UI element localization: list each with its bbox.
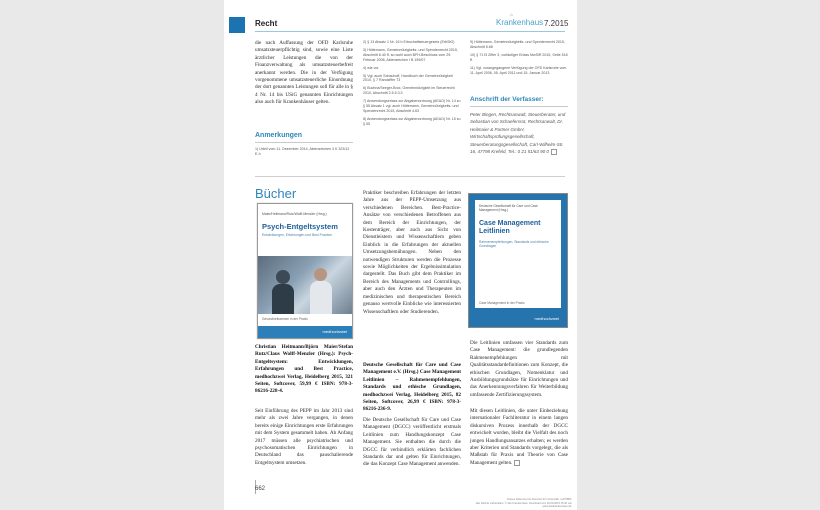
book2-cover-series: Case Management in der Praxis — [479, 301, 525, 305]
book1-description: Seit Einführung des PEPP im Jahr 2013 sind mehr als zwei Jahre vergangen, in denen bereits einige Einrichtungen erste Erfahrungen mit dem System gesammelt haben. Ab Anfang 2017 müssen alle psychiatrischen und psychosomatischen Einrichtungen in Deutschland das pauschalierende Entgeltsystem umsetzen. — [255, 408, 353, 466]
license-line: Alle Rechte vorbehalten. © das Krankenhaus. Download vom 20.09.2015 15:30 von www.daskrankenhaus.de. — [475, 501, 572, 509]
header-rule — [255, 31, 565, 32]
journal-logo — [496, 13, 543, 27]
book2-description-final — [470, 408, 568, 467]
book2-citation: Deutsche Gesellschaft für Care und Case Management e.V. (Hrsg.) Case Management Leitlinien – Rahmenempfehlungen, Standards und ethische Grundlagen, medhochzwei Verlag, Heidelberg 2015, 82 Seiten, Softcover, 26,99 € ISBN: 978-3-86216-236-9. — [363, 362, 461, 413]
license-line: Dieses Dokument ist lizenziert für Universität, mA75882. — [507, 498, 572, 501]
footnote-item: 2) § 13 Absatz 1 Nr. 16 b Erbschaftsteuergesetz (ErbStG) — [363, 40, 455, 44]
continuation-paragraph: die nach Auffassung der OFD Karlsruhe umsatzsteuerpflichtig sind, sowie eine Liste ärztlicher Leistungen die von der Finanzverwaltung als umsatzsteuerbefreit anerkannt werden. Die in der Verfügung vorgenommene umsatzsteuerliche Einordnung der dort genannten Leistungen soll für alle in § 4 Nr. 14 bis USiG genannten Einrichtungen also auch für Krankenhäuser gelten. — [255, 40, 353, 106]
issue-number: 7.2015 — [544, 19, 569, 28]
logo-roof-icon: ⌂ — [510, 12, 514, 18]
end-of-article-icon — [551, 149, 557, 155]
book2-cover-panel — [475, 200, 561, 308]
article-divider — [255, 176, 565, 177]
book1-cover-authors: Maier/Heilmann/Rutz/Wolff-Menzler (Hrsg.) — [262, 212, 327, 216]
section-title: Recht — [255, 19, 278, 28]
book2-cover-subtitle: Rahmenempfehlungen, Standards und ethische Grundlagen — [479, 240, 549, 249]
book1-cover — [257, 203, 353, 339]
book1-cover-title: Psych-Entgeltsystem — [262, 222, 338, 231]
footnote-item: 10) § 71 f3 Ziffer 3, vorläufiger Erlass MwSiR 2015, Seite 518 ff. — [470, 52, 568, 62]
book2-cover — [468, 193, 568, 328]
book1-citation: Christian Heitmann/Björn Maier/Stefan Rutz/Claus Wolff-Menzler (Hrsg.): Psych-Entgeltsystem: Entwicklungen, Erfahrungen und Best Practice, medhochzwei Verlag, Heidelberg 2015, 321 Seiten, Softcover, 59,99 € ISBN: 978-3-86216-228-4. — [255, 344, 353, 395]
book2-description-continued: Die Leitlinien umfassen vier Standards zum Case Management: die grundlegenden Rahmenempfehlungen mit Qualitätsstandardefinitionen zum Konzept, die ethischen Grundlagen, Nomenklatur und Ausbildungsgrundsätze für Einrichtungen und das Anerkennungsverfahren für Weiterbildung umfassende Zertifizierungssystem. — [470, 340, 568, 398]
publisher-logo: medhochzwei — [322, 329, 347, 334]
logo-text: Krankenhaus — [496, 18, 544, 27]
publisher-logo: medhochzwei — [534, 316, 559, 321]
page-number: 662 — [255, 486, 266, 492]
books-heading: Bücher — [255, 186, 297, 201]
person-silhouette-icon — [276, 270, 290, 284]
book1-cover-series: Gesundheitswesen in der Praxis — [262, 317, 308, 321]
footnote-item: 6) Buchna/Seeger-Brox, Gemeinnützigkeit im Steuerrecht 2010, Abschnitt 2.5.5.3.3 — [363, 86, 455, 96]
anmerkungen-rule — [255, 142, 353, 143]
verfasser-text — [470, 111, 568, 155]
footnote-1: 1) Urteil vom 11. Dezember 2014, Aktenzeichen 3 K 323/12 E-h — [255, 147, 350, 156]
anmerkungen-heading: Anmerkungen — [255, 132, 303, 139]
end-of-article-icon — [514, 460, 520, 466]
footnote-item: 3) Hüttemann, Gemeinnützigkeits- und Spendenrecht 2015, Abschnitt 6.40 ff. so wohl auch BFH-Beschluss vom 29. Februar 2008, Aktenzeichen I B 159/07 — [363, 47, 458, 62]
footnote-item: 9) Hüttemann, Gemeinnützigkeits- und Spendenrecht 2015, Abschnitt 5.68 — [470, 40, 565, 49]
verfasser-heading: Anschrift der Verfasser: — [470, 96, 544, 103]
book2-description: Die Deutsche Gesellschaft für Care und Case Management (DGCC) veröffentlicht erstmals Leitlinien zum Handlungskonzept Case Management. Sie enthalten die durch die DGCC für verbindlich erklärten fachlichen Standards dar und gelten für Einrichtungen, die das Konzept Case Management anwenden. — [363, 417, 461, 468]
book2-cover-title: Case Management Leitlinien — [479, 220, 541, 235]
verfasser-rule — [470, 106, 568, 107]
footnote-item: 5) Vgl. auch Schauhoff, Handbuch der Gemeinnützigkeit 2010, § 7 Randziffer 73 — [363, 73, 453, 83]
section-marker — [229, 17, 245, 33]
book1-cover-publisher — [258, 326, 352, 338]
person-silhouette-icon — [310, 281, 332, 314]
book2-final-text: Mit diesen Leitlinien, die unter Einbeziehung internationaler Fachliteratur in einem langen diskursiven Prozess innerhalb der DGCC entwickelt wurden, bleibt die Vielfalt des noch jungen Handlungsansatzes erhalten; es werden aber Kriterien und Standards vorgelegt, die als Maßstab für Praxis und Theorie von Case Management gelten. — [470, 408, 568, 467]
footnote-item: 8) Anwendungserlass zur Abgabenordnung (AEAO) Nr. 15 zu § 55 — [363, 116, 461, 126]
footnotes-middle — [363, 40, 461, 127]
footnote-item: 11) Vgl. vorangegangene Verfügung der OFD Karlsruhe vom 11. April 2006, 05. April 2011 und 15. Januar 2013 — [470, 65, 567, 75]
footnotes-right — [470, 40, 568, 75]
person-silhouette-icon — [272, 284, 294, 314]
book2-cover-publisher-top: Deutsche Gesellschaft für Care und Case Management (Hrsg.) — [479, 204, 538, 213]
license-footer — [454, 498, 572, 509]
book1-cover-photo — [258, 256, 352, 314]
book1-description-continued: Praktiker beschreiben Erfahrungen der letzten Jahre aus der PEPP-Umsetzung aus verschiedenen Bereichen. Best-Practice-Ansätze von verschiedenen Betroffenen aus dem Bereich der Einrichtungen, der Kostenträger, aber auch aus Sicht von Dienstleistern und Wissenschaftlern geben Einblick in die Erfahrungen der aktuellen Umsetzungsbemühungen. Neben den notwendigen Strukturen werden die Prozesse sowie Möglichkeiten der Ergebnissimulation dargestellt. Das Buch gibt dem Praktiker im Bereich des Managements und Controllings, aber auch den Ärzten und Therapeuten im medizinischen und therapeutischen Bereich genauso wertvolle Einblicke wie interessierten Wissenschaftlern oder Studierenden. — [363, 190, 461, 315]
book1-cover-subtitle: Entwicklungen, Erfahrungen und Best Practice — [262, 233, 332, 237]
document-page — [224, 0, 577, 510]
book2-cover-publisher — [469, 311, 567, 327]
verfasser-address: Peter Bingen, Rechtsanwalt, Steuerberater, und Sebastian von Schaefersrot, Rechtsanwalt, Dr. Heilmaier & Partner GmbH, Wirtschaftsprüfungsgesellschaft, Steuerberatungsgesellschaft, Carl-Wilhelm-Str. 16, 47798 Krefeld, Tel.: 0 21 51/63 90 0 — [470, 112, 566, 155]
person-silhouette-icon — [314, 268, 327, 281]
footnote-item: 4) wie vor — [363, 65, 379, 70]
footnote-item: 7) Anwendungserlass zur Abgabenordnung (AEAO) Nr. 14 zu § 55 Absatz 1 vgl. auch Hüttemann, Gemeinnützigkeits- und Spendenrecht 2015, Abschnitt 4.63 — [363, 99, 461, 113]
